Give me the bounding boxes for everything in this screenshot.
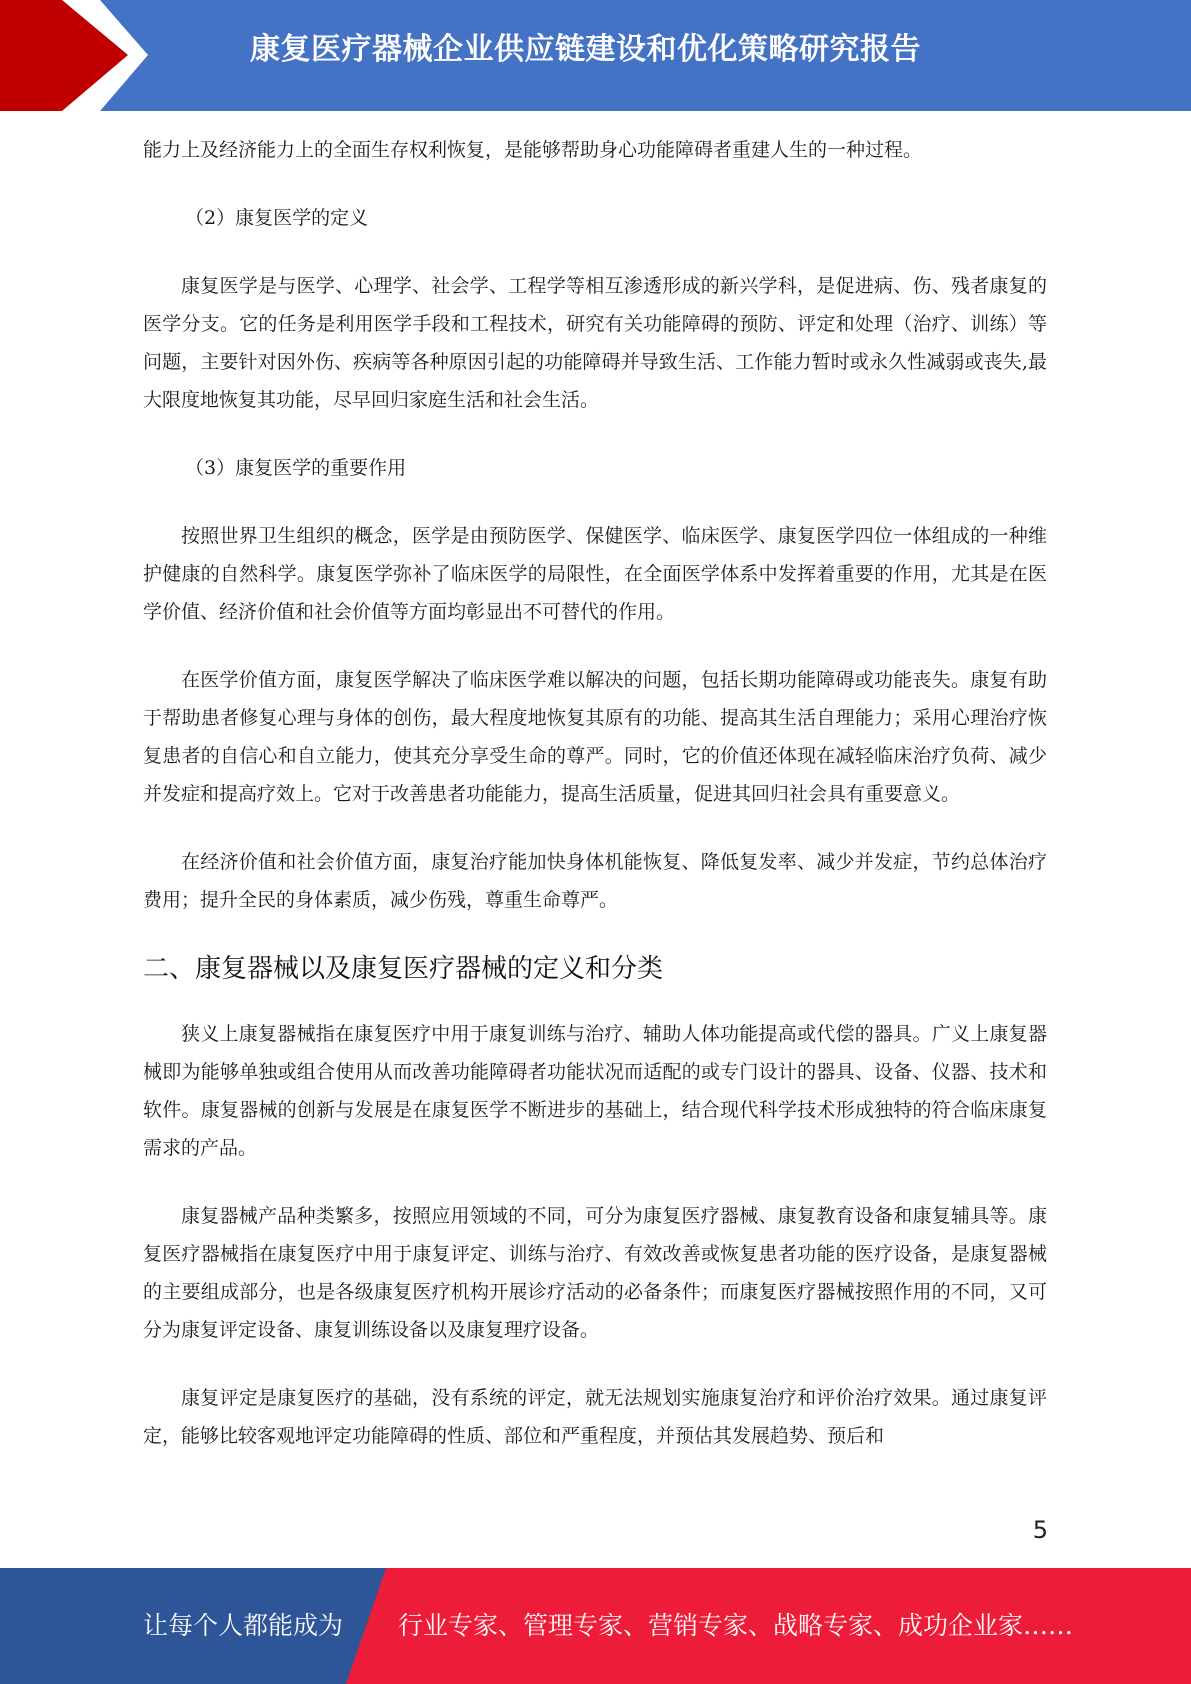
section-heading-2: 二、康复器械以及康复医疗器械的定义和分类 (143, 954, 664, 984)
paragraph-medical-value: 在医学价值方面，康复医学解决了临床医学难以解决的问题，包括长期功能障碍或功能丧失。康复有助于帮助患者修复心理与身体的创伤，最大程度地恢复其原有的功能、提高其生活自理能力；采用心理治疗恢复患者的自信心和自立能力，使其充分享受生命的尊严。同时，它的价值还体现在减轻临床治疗负荷、减少并发症和提高疗效上。它对于改善患者功能能力，提高生活质量，促进其回归社会具有重要意义。 (143, 669, 1047, 805)
page-header (0, 0, 1191, 111)
subheading-importance: （3）康复医学的重要作用 (185, 457, 407, 479)
paragraph-economic-value: 在经济价值和社会价值方面，康复治疗能加快身体机能恢复、降低复发率、减少并发症，节约总体治疗费用；提升全民的身体素质，减少伤残，尊重生命尊严。 (143, 851, 1047, 911)
paragraph-definition: 康复医学是与医学、心理学、社会学、工程学等相互渗透形成的新兴学科，是促进病、伤、残者康复的医学分支。它的任务是利用医学手段和工程技术，研究有关功能障碍的预防、评定和处理（治疗、训练）等问题，主要针对因外伤、疾病等各种原因引起的功能障碍并导致生活、工作能力暂时或永久性减弱或丧失,最大限度地恢复其功能，尽早回归家庭生活和社会生活。 (143, 275, 1047, 411)
subheading-definition: （2）康复医学的定义 (185, 207, 369, 229)
page-number: 5 (1032, 1516, 1048, 1544)
footer-slogan-left: 让每个人都能成为 (143, 1611, 344, 1640)
paragraph-narrow-definition: 狭义上康复器械指在康复医疗中用于康复训练与治疗、辅助人体功能提高或代偿的器具。广义上康复器械即为能够单独或组合使用从而改善功能障碍者功能状况而适配的或专门设计的器具、设备、仪器、技术和软件。康复器械的创新与发展是在康复医学不断进步的基础上，结合现代科学技术形成独特的符合临床康复需求的产品。 (143, 1023, 1047, 1159)
report-title: 康复医疗器械企业供应链建设和优化策略研究报告 (250, 32, 921, 67)
document-body (143, 131, 1047, 1455)
page-footer (0, 1568, 1191, 1684)
paragraph-classification: 康复器械产品种类繁多，按照应用领域的不同，可分为康复医疗器械、康复教育设备和康复辅具等。康复医疗器械指在康复医疗中用于康复评定、训练与治疗、有效改善或恢复患者功能的医疗设备，是康复器械的主要组成部分，也是各级康复医疗机构开展诊疗活动的必备条件；而康复医疗器械按照作用的不同，又可分为康复评定设备、康复训练设备以及康复理疗设备。 (143, 1205, 1047, 1341)
paragraph-intro-continuation: 能力上及经济能力上的全面生存权利恢复，是能够帮助身心功能障碍者重建人生的一种过程。 (143, 139, 923, 161)
paragraph-assessment: 康复评定是康复医疗的基础，没有系统的评定，就无法规划实施康复治疗和评价治疗效果。通过康复评定，能够比较客观地评定功能障碍的性质、部位和严重程度，并预估其发展趋势、预后和 (143, 1387, 1047, 1447)
footer-slogan-right: 行业专家、管理专家、营销专家、战略专家、成功企业家…… (398, 1611, 1074, 1640)
header-arrow-decoration (0, 0, 160, 111)
paragraph-importance: 按照世界卫生组织的概念，医学是由预防医学、保健医学、临床医学、康复医学四位一体组成的一种维护健康的自然科学。康复医学弥补了临床医学的局限性，在全面医学体系中发挥着重要的作用，尤其是在医学价值、经济价值和社会价值等方面均彰显出不可替代的作用。 (143, 525, 1047, 623)
